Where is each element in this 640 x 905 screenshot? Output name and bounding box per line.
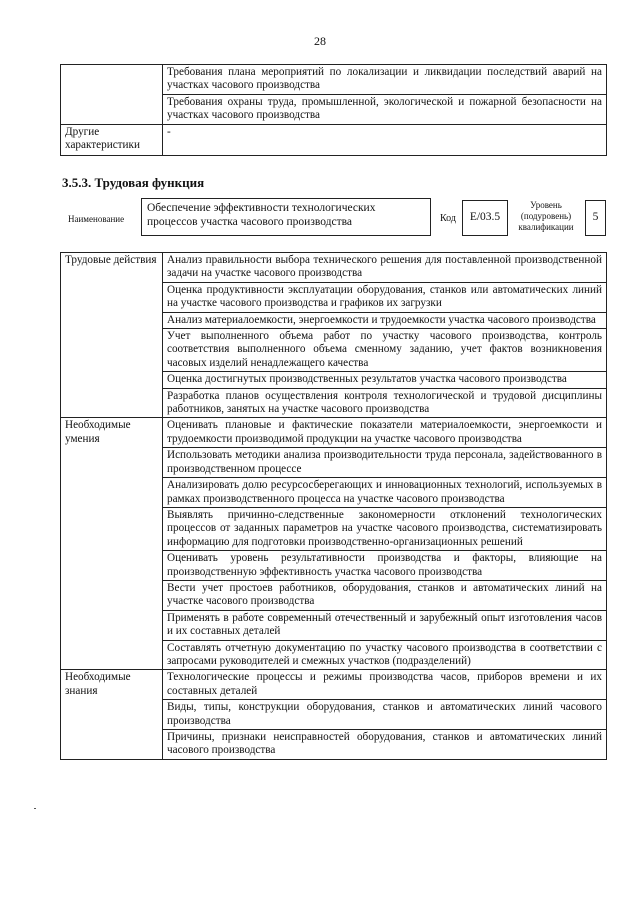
table-row (61, 65, 607, 95)
item-cell: Использовать методики анализа производительности труда персонала, задействованного в производственном процессе (163, 448, 607, 478)
name-label: Наименование (68, 214, 125, 224)
item-cell: Оценивать плановые и фактические показатели материалоемкости, энергоемкости и трудоемкости производимой продукции на участке часового производства (163, 418, 607, 448)
other-characteristics-value: - (163, 124, 607, 155)
item-cell: Составлять отчетную документацию по участку часового производства в соответствии с запросами руководителей и смежных участков (подразделений) (163, 640, 607, 670)
function-name-box (141, 198, 431, 236)
code-value: E/03.5 (469, 211, 501, 223)
table-row (61, 670, 607, 700)
code-box (462, 200, 508, 236)
row-label: Другие характеристики (61, 124, 163, 155)
table-row (61, 124, 607, 155)
item-cell: Применять в работе современный отечественный и зарубежный опыт изготовления часов и их составных деталей (163, 610, 607, 640)
item-cell: Анализировать долю ресурсосберегающих и инновационных технологий, используемых в рамках производственного процесса на участке часового производства (163, 478, 607, 508)
item-cell: Вести учет простоев работников, оборудования, станков и автоматических линий на участке часового производства (163, 580, 607, 610)
item-cell: Разработка планов осуществления контроля технологической и трудовой дисциплины работников, занятых на участке часового производства (163, 388, 607, 418)
page-number: 28 (314, 34, 326, 48)
requirement-cell: Требования охраны труда, промышленной, экологической и пожарной безопасности на участках часового производства (163, 94, 607, 124)
function-name: Обеспечение эффективности технологических процессов участка часового производства (147, 202, 376, 228)
table-row (61, 418, 607, 448)
section-label: Необходимые умения (61, 418, 163, 670)
function-table (60, 252, 607, 760)
item-cell: Выявлять причинно-следственные закономерности отклонений технологических процессов от заданных параметров на участке часового производства, систематизировать информацию для подготовки производственно-организационных решений (163, 507, 607, 550)
level-label: Уровень (подуровень) квалификации (518, 200, 574, 232)
section-label: Необходимые знания (61, 670, 163, 759)
item-cell: Оценивать уровень результативности производства и факторы, влияющие на производственную эффективность участка часового производства (163, 551, 607, 581)
top-table (60, 64, 607, 156)
row-label (61, 65, 163, 125)
item-cell: Анализ материалоемкости, энергоемкости и трудоемкости участка часового производства (163, 312, 607, 328)
level-value: 5 (592, 211, 599, 223)
item-cell: Виды, типы, конструкции оборудования, станков и автоматических линий часового производства (163, 700, 607, 730)
section-title: 3.5.3. Трудовая функция (62, 175, 205, 190)
item-cell: Оценка достигнутых производственных результатов участка часового производства (163, 372, 607, 388)
section-label: Трудовые действия (61, 253, 163, 418)
scan-mark (34, 808, 36, 809)
item-cell: Причины, признаки неисправностей оборудования, станков и автоматических линий часового производства (163, 730, 607, 760)
table-row (61, 253, 607, 283)
item-cell: Оценка продуктивности эксплуатации оборудования, станков или автоматических линий на участке часового производства и графиков их загрузки (163, 282, 607, 312)
level-box (585, 200, 606, 236)
item-cell: Технологические процессы и режимы производства часов, приборов времени и их составных деталей (163, 670, 607, 700)
requirement-cell: Требования плана мероприятий по локализации и ликвидации последствий аварий на участках часового производства (163, 65, 607, 95)
item-cell: Анализ правильности выбора технического решения для поставленной производственной задачи на участке часового производства (163, 253, 607, 283)
code-label: Код (440, 213, 456, 224)
item-cell: Учет выполненного объема работ по участку часового производства, контроль соответствия выполненного объема сменному заданию, учет фактов возникновения часовых изделий ненадлежащего качества (163, 329, 607, 372)
